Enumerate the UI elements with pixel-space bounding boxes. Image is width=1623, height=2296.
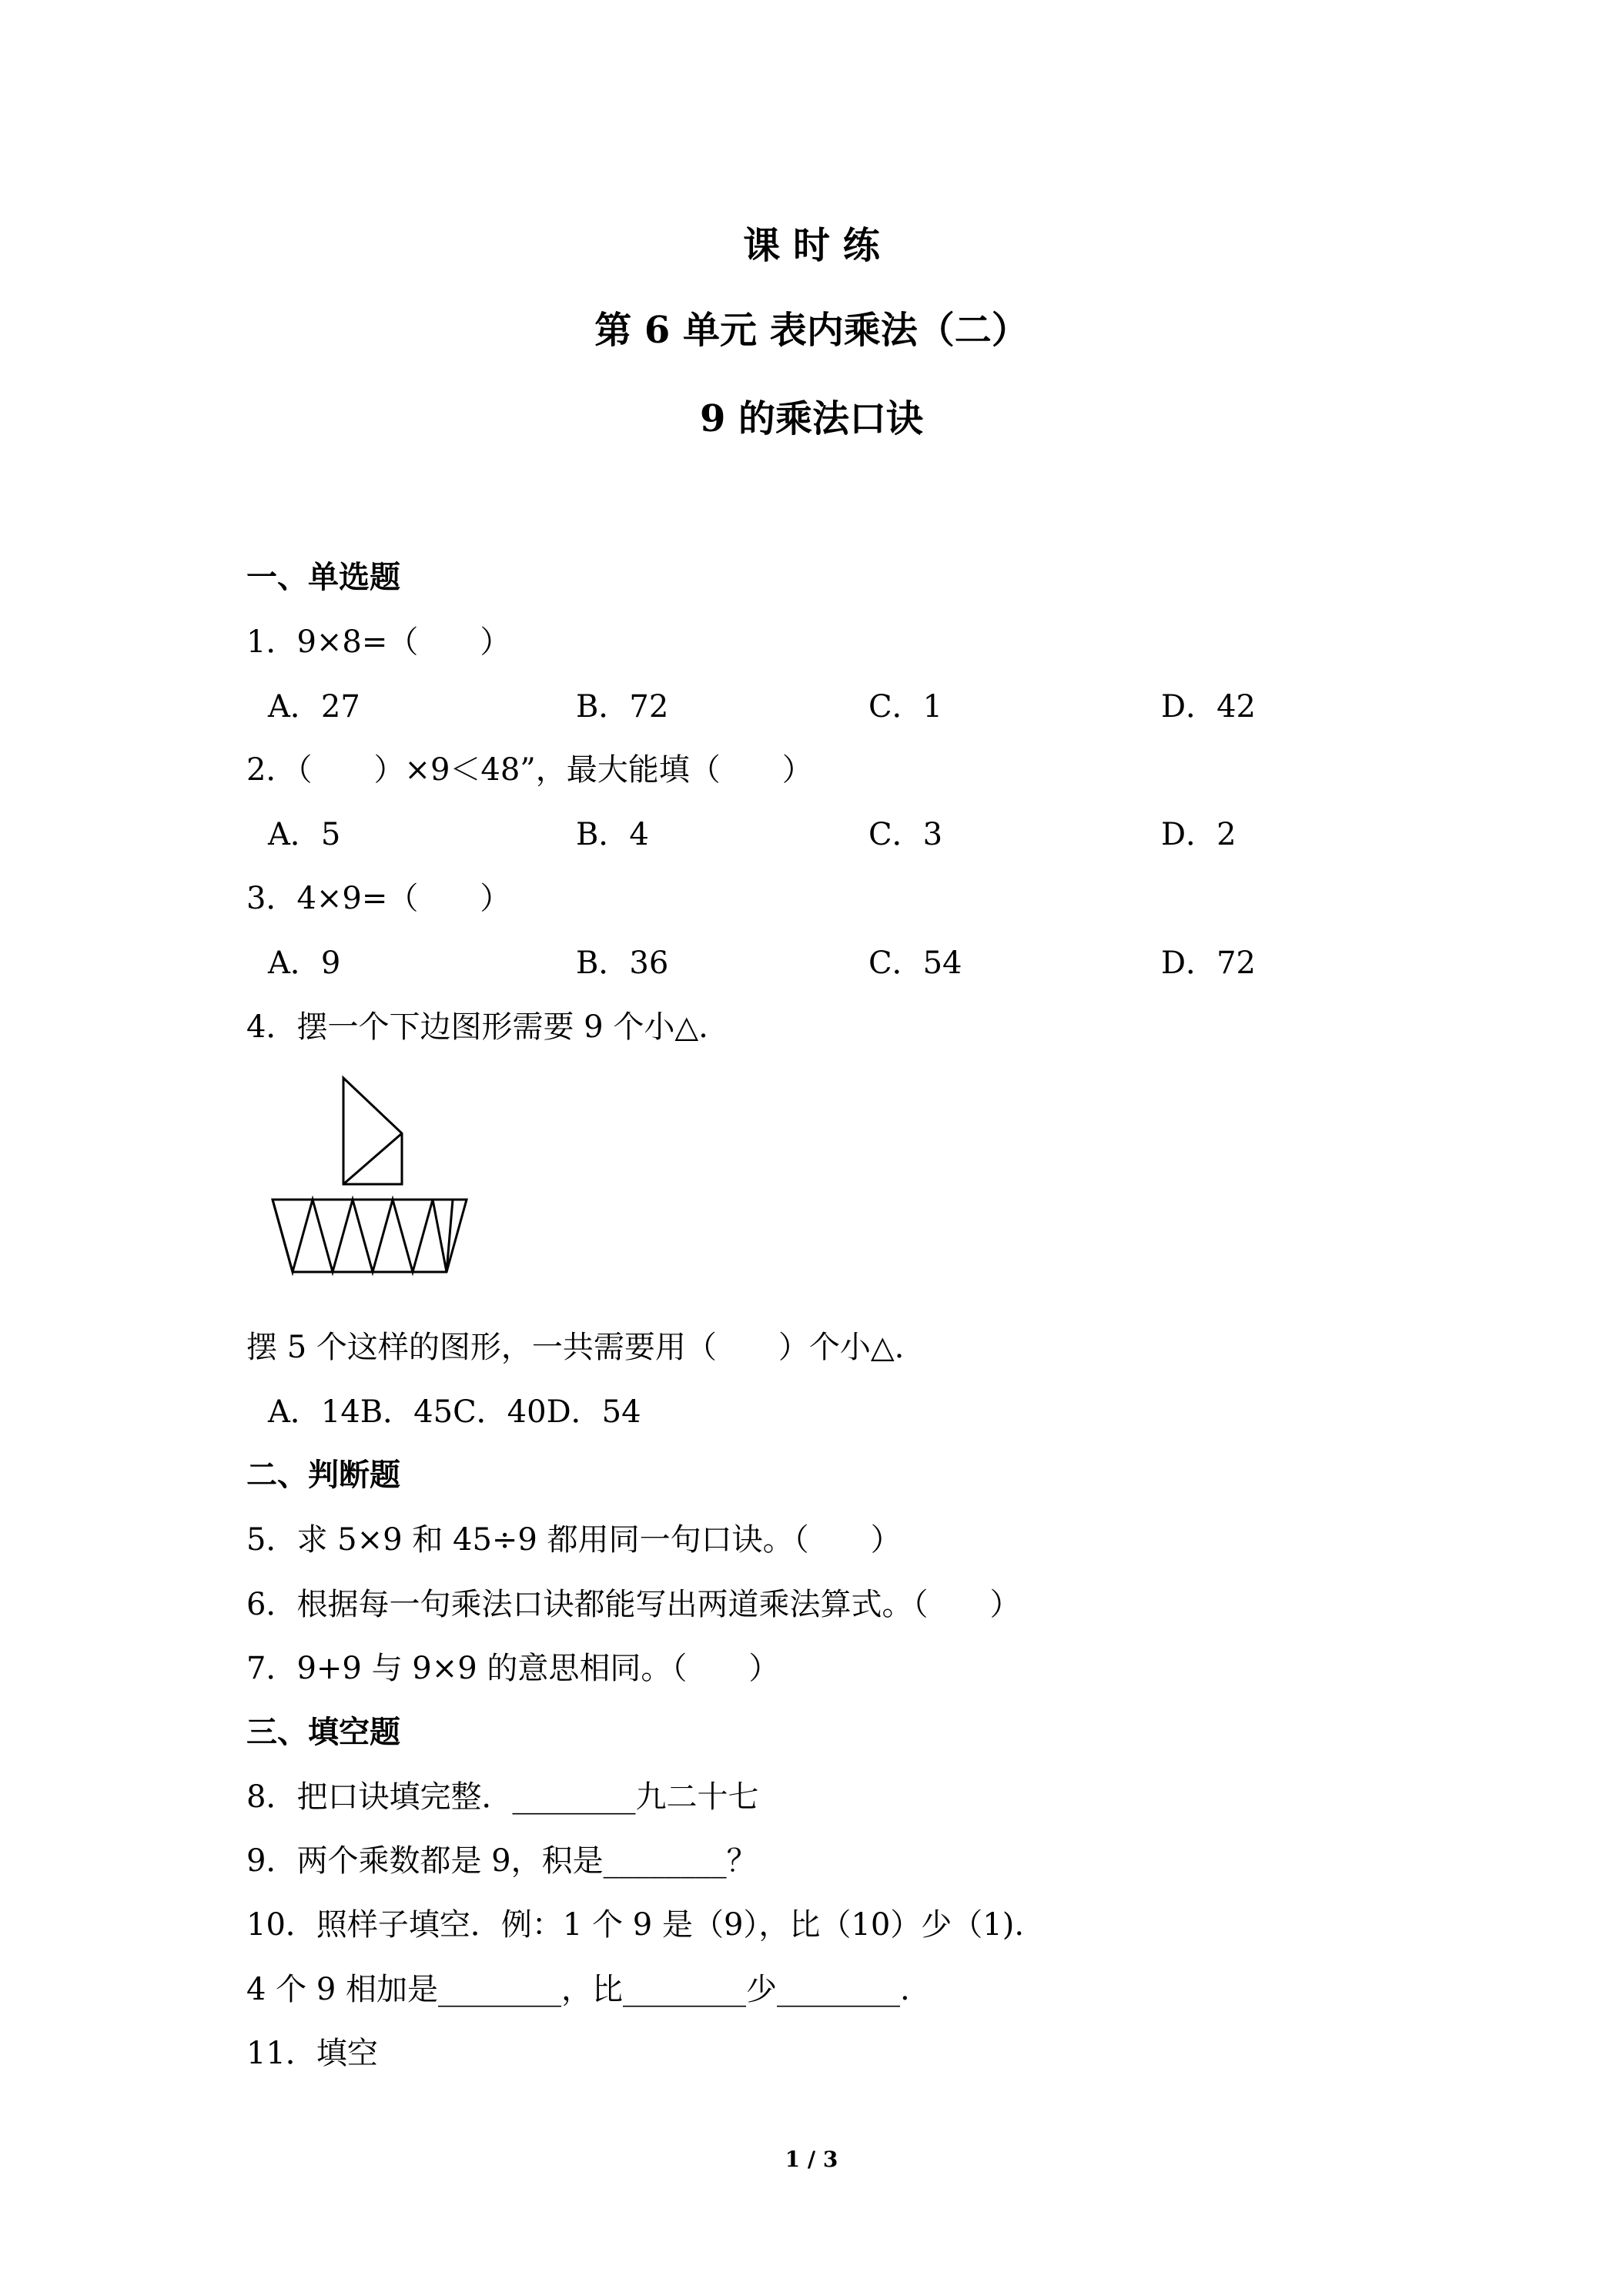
q2-option-b: B．4: [576, 817, 649, 852]
sail-shape: [343, 1078, 402, 1184]
q3-option-b: B．36: [576, 946, 669, 981]
q2-option-d: D．2: [1161, 817, 1236, 852]
q4-options: A．14B．45C．40D．54: [268, 1394, 641, 1430]
question-9: 9．两个乘数都是 9，积是________？: [246, 1843, 758, 1879]
q3-option-a: A．9: [268, 946, 341, 981]
question-11: 11．填空: [246, 2036, 378, 2071]
q3-option-c: C．54: [868, 946, 962, 981]
sail-divider: [343, 1133, 402, 1184]
question-8: 8．把口诀填完整．________九二十七: [246, 1779, 759, 1815]
q1-option-a: A．27: [268, 689, 360, 725]
question-10-task: 4 个 9 相加是________，比________少________.: [246, 1972, 910, 2007]
unit-title: 第 6 单元 表内乘法（二）: [594, 309, 1029, 352]
triangle-boat-figure: [262, 1070, 477, 1278]
section-single-choice: 一、单选题: [246, 559, 400, 595]
q1-option-b: B．72: [576, 689, 669, 725]
section-true-false: 二、判断题: [246, 1457, 400, 1493]
question-3: 3．4×9=（ ）: [246, 881, 511, 916]
question-10: 10．照样子填空．例：1 个 9 是（9），比（10）少（1).: [246, 1907, 1025, 1943]
question-1: 1．9×8=（ ）: [246, 624, 511, 660]
question-7: 7．9+9 与 9×9 的意思相同。（ ）: [246, 1651, 780, 1686]
question-6: 6．根据每一句乘法口诀都能写出两道乘法算式。（ ）: [246, 1587, 1021, 1622]
q3-option-d: D．72: [1161, 946, 1256, 981]
question-4: 4．摆一个下边图形需要 9 个小△.: [246, 1009, 708, 1045]
q2-option-a: A．5: [268, 817, 341, 852]
q1-option-c: C．1: [868, 689, 943, 725]
hull-triangles: [273, 1200, 447, 1272]
question-5: 5．求 5×9 和 45÷9 都用同一句口诀。（ ）: [246, 1522, 902, 1558]
q1-option-d: D．42: [1161, 689, 1256, 725]
page-number: 1 / 3: [785, 2147, 838, 2172]
lesson-title: 9 的乘法口诀: [699, 397, 924, 440]
page-title: 课 时 练: [743, 224, 880, 267]
question-4-follow: 摆 5 个这样的图形，一共需要用（ ）个小△.: [246, 1330, 905, 1365]
question-2: 2．（ ）×9＜48”，最大能填（ ）: [246, 752, 813, 788]
q2-option-c: C．3: [868, 817, 943, 852]
section-fill-blank: 三、填空题: [246, 1714, 400, 1750]
